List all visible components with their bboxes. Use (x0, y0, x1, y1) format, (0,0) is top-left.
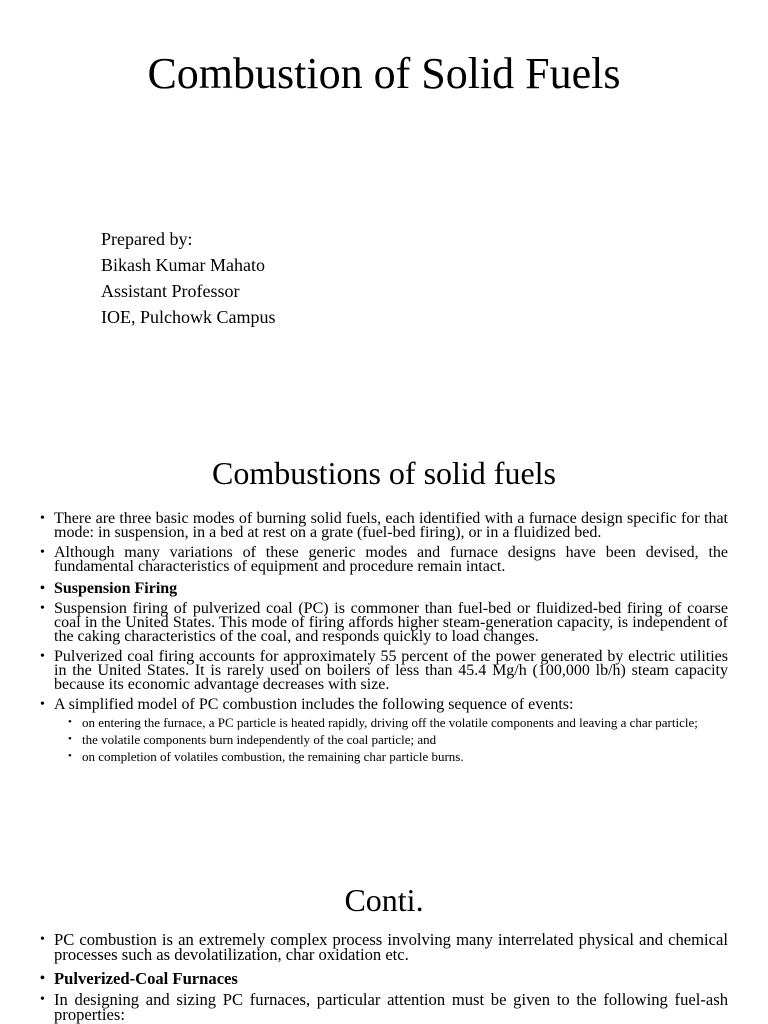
slide-title: Combustions of solid fuels (211, 455, 556, 491)
document-title: Combustion of Solid Fuels (147, 49, 621, 98)
author-position: Assistant Professor (101, 281, 240, 301)
bullet-item: • Pulverized coal firing accounts for approximately 55 percent of the power generated by electric utilities in the United States. It is rarely used on boilers of less than 45.4 Mg/h (100,000 lb/h) steam capacity because its economic advantage decreases with size. (40, 650, 728, 692)
sub-bullet-item: • on entering the furnace, a PC particle is heated rapidly, driving off the volatile components and leaving a char particle; (68, 716, 728, 729)
slide-title: Conti. (344, 882, 424, 918)
sub-bullet-list (68, 716, 728, 763)
sub-bullet-item: • on completion of volatiles combustion, the remaining char particle burns. (68, 750, 728, 763)
bullet-item: • Suspension firing of pulverized coal (PC) is commoner than fuel-bed or fluidized-bed firing of coarse coal in the United States. This mode of firing affords higher steam-generation capacity, is independent of the caking characteristics of the coal, and responds quickly to load changes. (40, 602, 728, 644)
author-block (101, 226, 276, 330)
bullet-item-with-sublist (40, 698, 728, 763)
bullet-item: • In designing and sizing PC furnaces, particular attention must be given to the following fuel-ash properties: (40, 992, 728, 1022)
author-name: Bikash Kumar Mahato (101, 255, 265, 275)
bullet-list (40, 932, 728, 1024)
bullet-list (40, 512, 728, 767)
title-slide (0, 0, 768, 410)
section-heading: • Pulverized-Coal Furnaces (40, 970, 728, 988)
bullet-item: • Although many variations of these generic modes and furnace designs have been devised, the fundamental characteristics of equipment and procedure remain intact. (40, 546, 728, 574)
combustions-slide (0, 410, 768, 850)
bullet-text: A simplified model of PC combustion includes the following sequence of events: (54, 696, 574, 713)
sub-bullet-item: • the volatile components burn independently of the coal particle; and (68, 733, 728, 746)
conti-slide (0, 850, 768, 1024)
section-heading: • Suspension Firing (40, 580, 728, 598)
author-institution: IOE, Pulchowk Campus (101, 307, 276, 327)
prepared-by-label: Prepared by: (101, 229, 193, 249)
bullet-item: • PC combustion is an extremely complex process involving many interrelated physical and chemical processes such as devolatilization, char oxidation etc. (40, 932, 728, 962)
bullet-item: • There are three basic modes of burning solid fuels, each identified with a furnace design specific for that mode: in suspension, in a bed at rest on a grate (fuel-bed firing), or in a fluidized bed. (40, 512, 728, 540)
